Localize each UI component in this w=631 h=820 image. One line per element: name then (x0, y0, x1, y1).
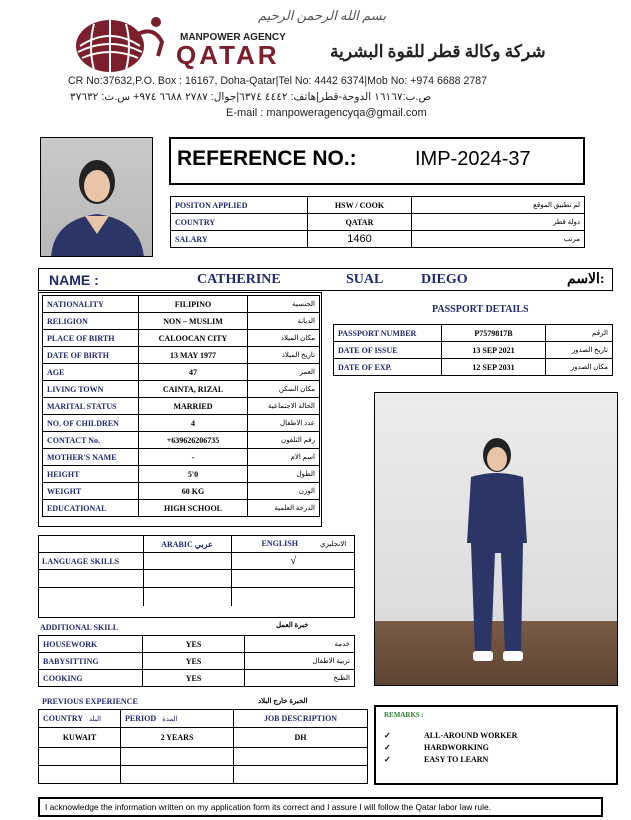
passport-title: PASSPORT DETAILS (432, 304, 529, 315)
experience-table (38, 709, 368, 784)
acknowledgement-text: I acknowledge the information written on my application form its correct and I assure I will follow the Qatar labor law rule. (45, 802, 491, 812)
bismillah: بسم الله الرحمن الرحيم (258, 8, 387, 23)
contact-line-en: CR No:37632,P.O. Box : 16167, Doha-Qatar|Tel No: 4442 6374|Mob No: +974 6688 2787 (68, 75, 488, 87)
table-row: RELIGION NON – MUSLIM الديانة (43, 313, 320, 330)
table-row: CONTACT No. +639626206735 رقم التلفون (43, 432, 320, 449)
list-item: ✓ EASY TO LEARN (384, 755, 489, 764)
table-row: BABYSITTING YES تربية الاطفال (39, 653, 355, 670)
table-row (39, 748, 368, 766)
table-row: DATE OF ISSUE 13 SEP 2021 تاريخ الصدور (334, 342, 613, 359)
reference-box (169, 137, 585, 185)
position-table (170, 196, 585, 248)
table-row: COOKING YES الطبخ (39, 670, 355, 687)
name-label: NAME : (49, 272, 99, 288)
experience-title: PREVIOUS EXPERIENCE (42, 697, 138, 706)
header (0, 0, 631, 125)
remarks-list (384, 731, 614, 767)
last-name: DIEGO (421, 272, 468, 287)
name-row (38, 268, 613, 291)
table-row: PASSPORT NUMBER P7579817B الرقم (334, 325, 613, 342)
skills-table (38, 635, 355, 687)
list-item: ✓ HARDWORKING (384, 743, 489, 752)
skills-title: ADDITIONAL SKILL (40, 623, 119, 632)
table-row: KUWAIT 2 YEARS DH (39, 728, 368, 748)
table-row: LIVING TOWN CAINTA, RIZAL مكان السكن (43, 381, 320, 398)
remarks-title: REMARKS : (384, 711, 424, 719)
agency-name-top: MANPOWER AGENCY (180, 32, 286, 43)
table-row: NO. OF CHILDREN 4 عدد الاطفال (43, 415, 320, 432)
table-row: MOTHER'S NAME - اسم الام (43, 449, 320, 466)
experience-title-arabic: الخبرة خارج البلاد (258, 697, 308, 705)
name-label-arabic: الاسم: (567, 272, 605, 287)
table-row (38, 588, 355, 606)
remarks-box (374, 705, 618, 785)
contact-line-ar: ص.ب:١٦١٦٧ الدوحة-قطر|هاتف: ٤٤٤٢ ٦٣٧٤|جوال: ٢٧٨٧ ٦٦٨٨ ٩٧٤+ س.ت: ٣٧٦٣٢ (70, 91, 432, 103)
applicant-photo (40, 137, 153, 257)
skills-title-arabic: خبرة العمل (276, 621, 309, 629)
language-table (38, 535, 355, 606)
table-row (38, 570, 355, 588)
passport-table (333, 324, 613, 376)
agency-name-big: QATAR (176, 40, 280, 70)
table-row: POSITON APPLIED HSW / COOK لم تطبيق الموقع (171, 197, 585, 214)
reference-value: IMP-2024-37 (415, 148, 531, 170)
table-row: SALARY 1460 مرتب (171, 231, 585, 248)
table-row: NATIONALITY FILIPINO الجنسية (43, 296, 320, 313)
table-row: ARABIC عربي ENGLISH الانجليزي (38, 536, 355, 553)
table-row: LANGUAGE SKILLS √ (38, 553, 355, 570)
first-name: CATHERINE (197, 272, 281, 287)
acknowledgement-box (38, 797, 603, 817)
table-row: DATE OF EXP. 12 SEP 2031 مكان الصدور (334, 359, 613, 376)
table-row: PLACE OF BIRTH CALOOCAN CITY مكان الميلاد (43, 330, 320, 347)
table-row: AGE 47 العمر (43, 364, 320, 381)
table-row: HEIGHT 5'0 الطول (43, 466, 320, 483)
agency-name-arabic: شركة وكالة قطر للقوة البشرية (330, 42, 546, 61)
table-row: COUNTRY QATAR دولة قطر (171, 214, 585, 231)
full-body-photo (374, 392, 618, 686)
table-row: COUNTRY البلد PERIOD المدة JOB DESCRIPTION (39, 710, 368, 728)
middle-name: SUAL (346, 272, 384, 287)
reference-label: REFERENCE NO.: (177, 147, 357, 170)
table-row: EDUCATIONAL HIGH SCHOOL الدرجة العلمية (43, 500, 320, 517)
table-row: MARITAL STATUS MARRIED الحالة الاجتماعية (43, 398, 320, 415)
email-line: E-mail : manpoweragencyqa@gmail.com (226, 107, 427, 119)
personal-details-table (42, 295, 320, 517)
table-row: WEIGHT 60 KG الوزن (43, 483, 320, 500)
table-row (39, 766, 368, 784)
table-row: DATE OF BIRTH 13 MAY 1977 تاريخ الميلاد (43, 347, 320, 364)
globe-logo-icon (68, 12, 168, 74)
list-item: ✓ ALL-AROUND WORKER (384, 731, 518, 740)
table-row: HOUSEWORK YES خدمة (39, 636, 355, 653)
